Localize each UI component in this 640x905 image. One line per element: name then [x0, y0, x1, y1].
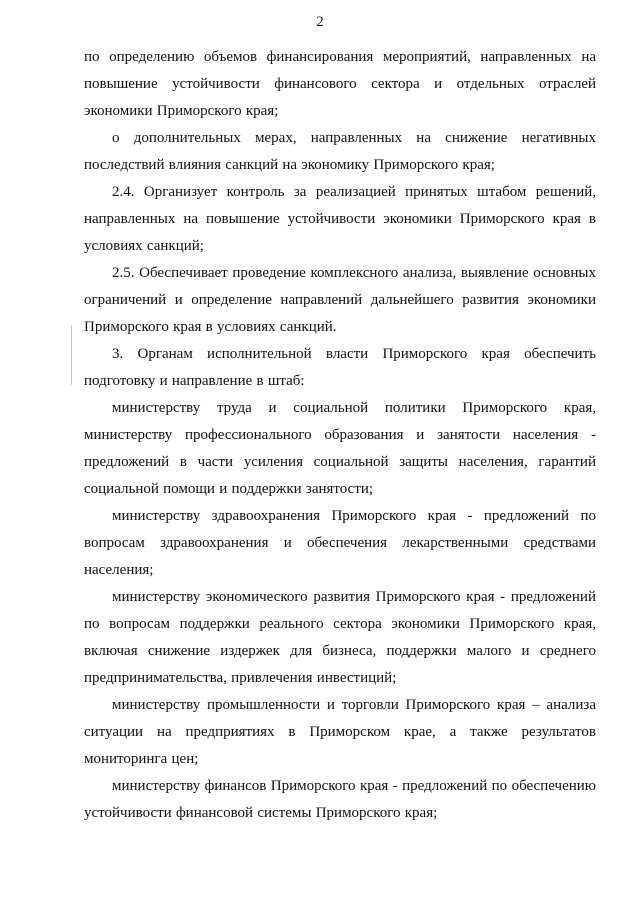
paragraph: министерству труда и социальной политики Приморского края, министерству профессионального образования и занятости населения - предложений в части усиления социальной защиты населения, гарантий социальной помощи и поддержки занятости;	[84, 400, 596, 497]
paragraph: 2.5. Обеспечивает проведение комплексного анализа, выявление основных ограничений и определение направлений дальнейшего развития экономики Приморского края в условиях санкций.	[84, 265, 596, 335]
paragraph: министерству финансов Приморского края - предложений по обеспечению устойчивости финансовой системы Приморского края;	[84, 778, 596, 821]
paragraph: министерству промышленности и торговли Приморского края – анализа ситуации на предприятиях в Приморском крае, а также результатов мониторинга цен;	[84, 697, 596, 767]
paragraph: министерству здравоохранения Приморского края - предложений по вопросам здравоохранения и обеспечения лекарственными средствами населения;	[84, 508, 596, 578]
document-body	[84, 44, 596, 827]
paragraph: 2.4. Организует контроль за реализацией принятых штабом решений, направленных на повышение устойчивости экономики Приморского края в условиях санкций;	[84, 184, 596, 254]
margin-rule	[71, 325, 72, 385]
page-number: 2	[316, 14, 324, 30]
paragraph: о дополнительных мерах, направленных на снижение негативных последствий влияния санкций на экономику Приморского края;	[84, 130, 596, 173]
paragraph: министерству экономического развития Приморского края - предложений по вопросам поддержки реального сектора экономики Приморского края, включая снижение издержек для бизнеса, поддержки малого и среднего предпринимательства, привлечения инвестиций;	[84, 589, 596, 686]
paragraph: по определению объемов финансирования мероприятий, направленных на повышение устойчивости финансового сектора и отдельных отраслей экономики Приморского края;	[84, 49, 596, 119]
paragraph: 3. Органам исполнительной власти Приморского края обеспечить подготовку и направление в штаб:	[84, 346, 596, 389]
